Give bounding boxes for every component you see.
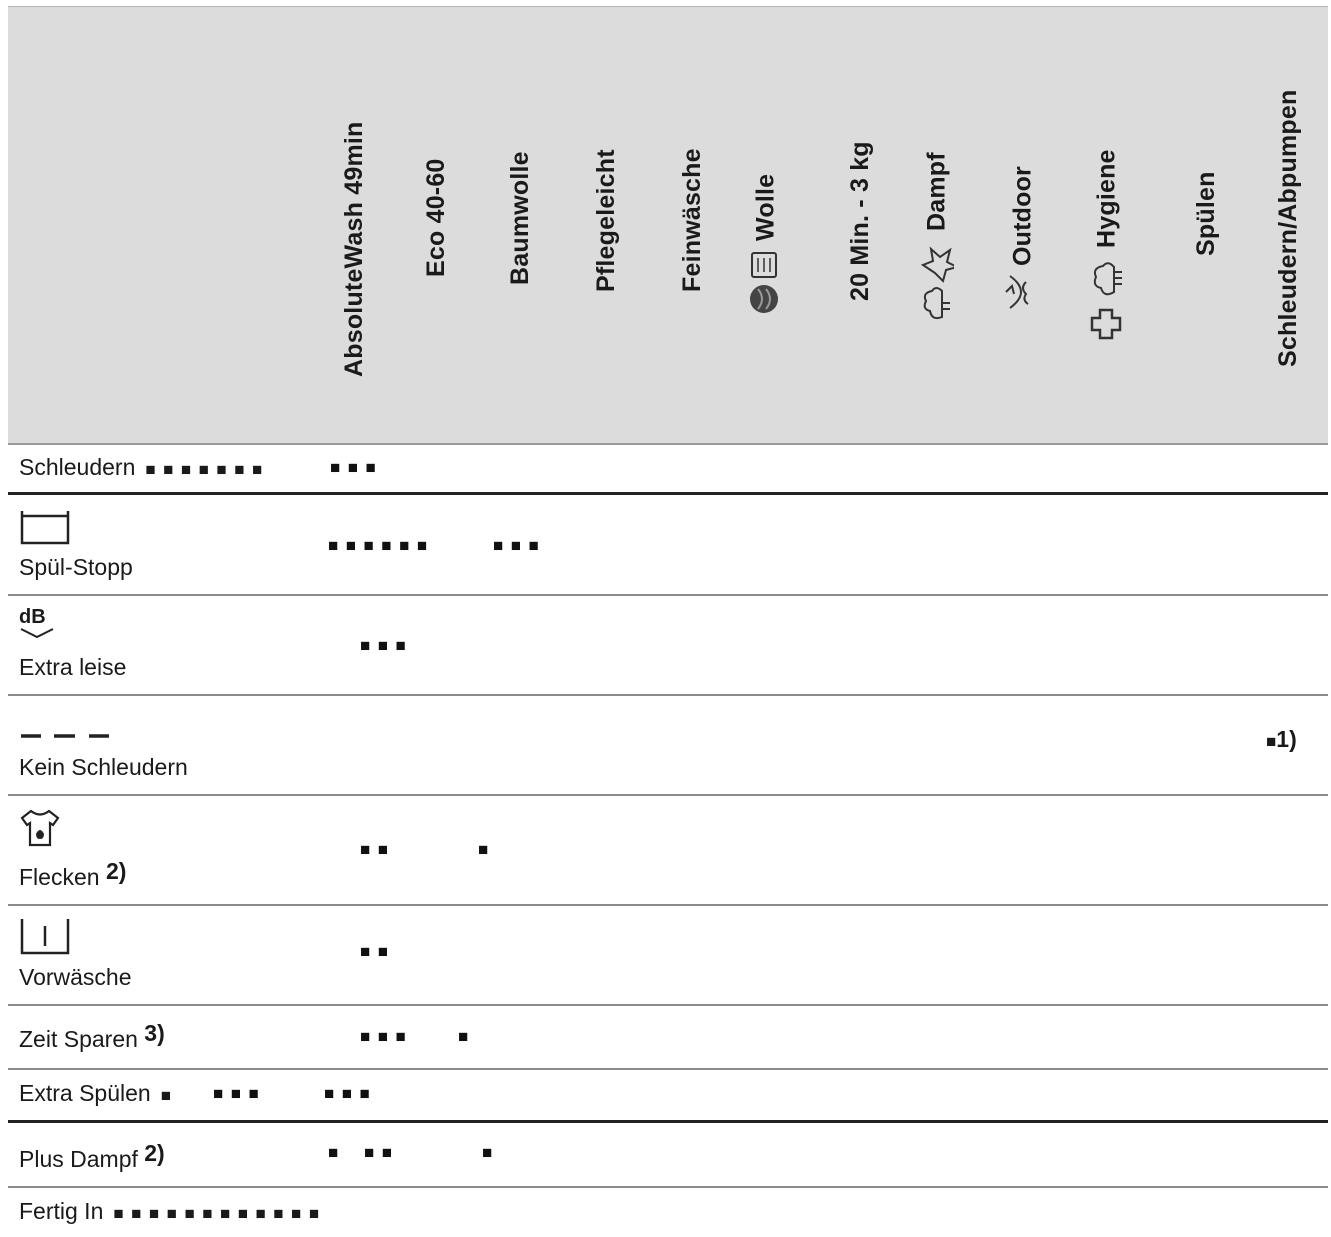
column-header: Feinwäsche (678, 148, 706, 292)
row-divider (8, 1004, 1328, 1006)
column-header: Spülen (1192, 171, 1220, 256)
row-divider (8, 694, 1328, 696)
option-marks: ■■■ (493, 536, 547, 555)
row-label-fertig-in: Fertig In ■■■■■■■■■■■■ (19, 1198, 327, 1224)
row-divider (8, 1120, 1328, 1123)
table-header (8, 6, 1328, 445)
stain-icon (19, 808, 61, 853)
row-label-flecken: Flecken 2) (19, 858, 127, 890)
column-header: Hygiene (1086, 149, 1130, 342)
option-marks: ■■■■■■■■■■■■ (113, 1204, 327, 1223)
column-header: 20 Min. - 3 kg (846, 141, 874, 301)
option-marks: ■■■■■■■ (145, 460, 270, 479)
column-header: Wolle (746, 174, 788, 317)
prewash-icon (19, 916, 71, 961)
option-marks: ■■■ (360, 636, 414, 655)
row-divider (8, 794, 1328, 796)
option-marks: ■ (482, 1143, 500, 1162)
option-marks: ■■ (360, 840, 396, 859)
row-label-schleudern: Schleudern ■■■■■■■ (19, 454, 270, 480)
hygiene-icon (1086, 254, 1130, 342)
row-divider (8, 492, 1328, 495)
option-marks: ■■■ (213, 1084, 267, 1103)
no-spin-icon (19, 728, 111, 746)
column-header: Dampf (916, 152, 960, 323)
rinse-hold-icon (19, 508, 71, 551)
steam-icon (916, 237, 960, 323)
row-label-spuel-stopp: Spül-Stopp (19, 554, 133, 580)
row-divider (8, 1186, 1328, 1188)
row-label-kein-schleudern: Kein Schleudern (19, 754, 188, 780)
option-marks: ■■■ (360, 1027, 414, 1046)
column-header: Pflegeleicht (592, 149, 620, 292)
option-marks: ■ (478, 840, 496, 859)
option-marks: ■■■ (330, 458, 384, 477)
option-marks: ■■ (360, 942, 396, 961)
column-header: Eco 40-60 (422, 158, 450, 277)
option-marks: ■ (160, 1086, 179, 1105)
column-header: Baumwolle (506, 151, 534, 285)
row-label-vorwaesche: Vorwäsche (19, 964, 132, 990)
option-marks: ■■ (364, 1143, 400, 1162)
option-marks: ■■■■■■ (328, 536, 435, 555)
option-marks: ■ (458, 1027, 476, 1046)
option-marks: ■■■ (324, 1084, 378, 1103)
option-marks: ■ (328, 1143, 346, 1162)
row-label-extra-spuelen: Extra Spülen ■ (19, 1080, 179, 1106)
column-header: Outdoor (1002, 166, 1046, 312)
row-label-zeit-sparen: Zeit Sparen 3) (19, 1020, 165, 1052)
option-marks: ■1) (1266, 726, 1297, 752)
row-divider (8, 1068, 1328, 1070)
row-divider (8, 904, 1328, 906)
row-label-extra-leise: Extra leise (19, 654, 127, 680)
row-label-plus-dampf: Plus Dampf 2) (19, 1140, 165, 1172)
column-header: Schleudern/Abpumpen (1274, 89, 1302, 367)
db-down-icon: dB (19, 608, 55, 644)
options-program-table (8, 6, 1328, 1234)
column-header: AbsoluteWash 49min (340, 121, 368, 377)
row-divider (8, 594, 1328, 596)
outdoor-icon (1002, 272, 1046, 312)
wool-icon (746, 247, 788, 317)
